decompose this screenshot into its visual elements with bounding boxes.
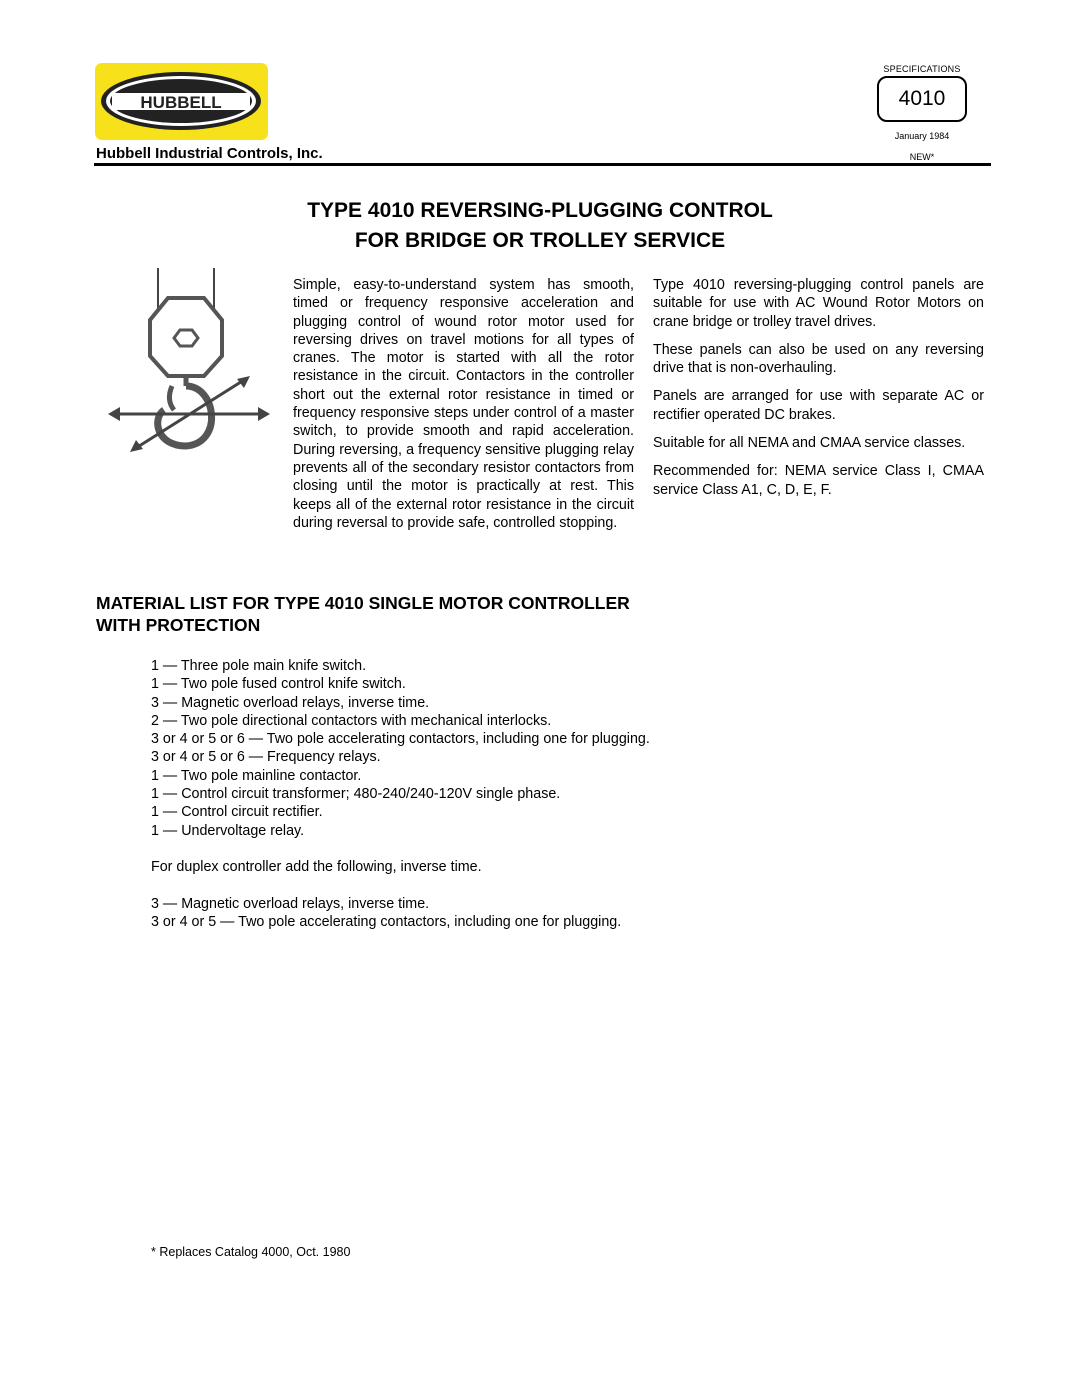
header-rule [94, 163, 991, 166]
material-heading-line-1: MATERIAL LIST FOR TYPE 4010 SINGLE MOTOR CONTROLLER [96, 593, 630, 613]
footnote: * Replaces Catalog 4000, Oct. 1980 [151, 1245, 351, 1259]
col2-paragraph: Suitable for all NEMA and CMAA service classes. [653, 435, 966, 452]
material-heading-line-2: WITH PROTECTION [96, 615, 261, 635]
material-list-heading [96, 592, 796, 636]
list-item: 1 — Control circuit transformer; 480-240/240-120V single phase. [151, 786, 561, 803]
hubbell-logo [95, 63, 268, 140]
col2-paragraph: Type 4010 reversing-plugging control panels are suitable for use with AC Wound Rotor Motors on crane bridge or trolley travel drives. [653, 277, 984, 330]
list-item: 3 — Magnetic overload relays, inverse time. [151, 896, 430, 912]
page-title [0, 196, 1080, 256]
spec-status: NEW* [909, 152, 935, 162]
title-line-2: FOR BRIDGE OR TROLLEY SERVICE [354, 229, 726, 252]
col2-paragraph: Recommended for: NEMA service Class I, CMAA service Class A1, C, D, E, F. [653, 463, 984, 498]
list-item: 3 or 4 or 5 — Two pole accelerating contactors, including one for plugging. [151, 914, 622, 931]
crane-hook-illustration [106, 268, 272, 468]
crane-hook-icon [106, 268, 272, 468]
col2-paragraph: Panels are arranged for use with separate AC or rectifier operated DC brakes. [653, 388, 984, 423]
description-column-1: Simple, easy-to-understand system has smooth, timed or frequency responsive acceleration and plugging control of wound rotor motor used for reversing drives on travel motions for all types of cranes. The motor is started with all the rotor resistance in the circuit. Contactors in the controller short out the external rotor resistance in timed or frequency responsive steps under control of a master switch, to provide smooth and rapid acceleration. During reversing, a frequency sensitive plugging relay prevents all of the secondary resistor contactors from closing until the motor is practically at rest. This keeps all of the external rotor resistance in the circuit during reversal to provide safe, controlled stopping. [293, 277, 634, 531]
spec-number: 4010 [877, 76, 967, 122]
list-item: 3 or 4 or 5 or 6 — Two pole accelerating contactors, including one for plugging. [151, 731, 650, 748]
spec-label: SPECIFICATIONS [883, 64, 961, 74]
duplex-note: For duplex controller add the following, inverse time. [151, 859, 482, 875]
spec-date: January 1984 [894, 131, 950, 141]
col2-paragraph: These panels can also be used on any reversing drive that is non-overhauling. [653, 341, 984, 377]
list-item: 1 — Two pole fused control knife switch. [151, 676, 406, 693]
list-item: 1 — Three pole main knife switch. [151, 658, 367, 674]
company-name: Hubbell Industrial Controls, Inc. [96, 145, 323, 162]
description-column-2 [653, 276, 984, 509]
material-list [151, 657, 650, 840]
list-item: 2 — Two pole directional contactors with mechanical interlocks. [151, 712, 552, 729]
list-item: 3 or 4 or 5 or 6 — Frequency relays. [151, 749, 381, 766]
title-line-1: TYPE 4010 REVERSING-PLUGGING CONTROL [307, 199, 773, 222]
list-item: 3 — Magnetic overload relays, inverse time. [151, 694, 430, 711]
duplex-list [151, 895, 621, 932]
list-item: 1 — Control circuit rectifier. [151, 804, 323, 821]
logo-text: HUBBELL [140, 93, 222, 112]
hubbell-logo-icon [95, 63, 268, 140]
list-item: 1 — Undervoltage relay. [151, 822, 305, 839]
list-item: 1 — Two pole mainline contactor. [151, 767, 362, 784]
